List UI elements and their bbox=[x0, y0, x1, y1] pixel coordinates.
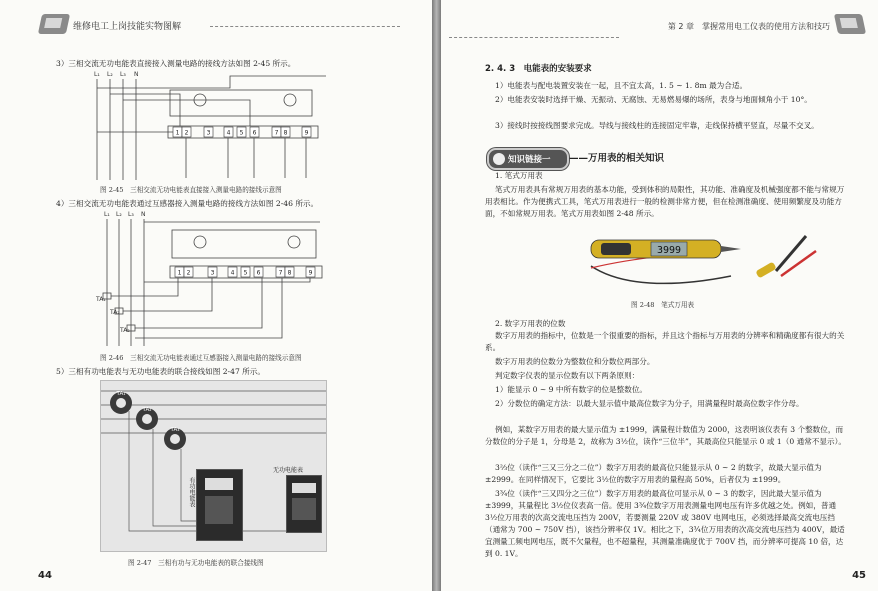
req-2: 2）电能表安装时选择干燥、无振动、无腐蚀、无易燃易爆的场所，表身与地面倾角小于 10°。 bbox=[495, 95, 812, 104]
svg-text:1: 1 bbox=[177, 269, 182, 277]
svg-text:3: 3 bbox=[206, 129, 211, 137]
svg-text:L₃: L₃ bbox=[128, 211, 134, 218]
pen-display: 3999 bbox=[656, 245, 682, 256]
svg-text:L₂: L₂ bbox=[116, 211, 122, 218]
figure-2-45-diagram bbox=[90, 68, 330, 182]
figure-2-46-caption: 图 2-46 三相交流无功电能表通过互感器接入测量电路的接线示意图 bbox=[100, 354, 302, 362]
right-page bbox=[441, 0, 878, 591]
svg-text:4: 4 bbox=[230, 269, 235, 277]
section-heading: 2. 4. 3 电能表的安装要求 bbox=[485, 64, 592, 74]
right-header-title: 第 2 章 掌握常用电工仪表的使用方法和技巧 bbox=[667, 22, 830, 31]
active-meter-label: 有功电能表 bbox=[188, 477, 195, 507]
ta3-photo-label: TA₃ bbox=[170, 427, 180, 433]
figure-2-47-caption: 图 2-47 三相有功与无功电能表的联合接线图 bbox=[128, 559, 264, 567]
wire-label-l2: L₂ bbox=[107, 71, 113, 78]
svg-text:8: 8 bbox=[283, 129, 288, 137]
svg-text:N: N bbox=[141, 211, 146, 218]
svg-text:2: 2 bbox=[184, 129, 189, 137]
book-gutter bbox=[432, 0, 441, 591]
reactive-meter-label: 无功电能表 bbox=[273, 467, 304, 474]
svg-text:8: 8 bbox=[287, 269, 292, 277]
wire-label-n: N bbox=[134, 71, 139, 78]
item-3-text: 3）三相交流无功电能表直接接入测量电路的接线方法如图 2-45 所示。 bbox=[56, 59, 296, 68]
subsection-2-p3: 判定数字仪表的显示位数有以下两条原则： bbox=[495, 371, 640, 380]
ta1-photo-label: TA₁ bbox=[116, 391, 126, 397]
subsection-2-p5: 2）分数位的确定方法：以最大显示值中最高位数字为分子，用满量程时最高位数字作分母。 bbox=[495, 399, 804, 408]
svg-text:9: 9 bbox=[304, 129, 309, 137]
active-energy-meter bbox=[196, 469, 243, 541]
svg-text:2: 2 bbox=[186, 269, 191, 277]
svg-text:6: 6 bbox=[252, 129, 257, 137]
svg-text:6: 6 bbox=[256, 269, 261, 277]
reactive-energy-meter bbox=[286, 475, 322, 533]
req-1: 1）电能表与配电装置安装在一起，且不宜太高，1. 5 ~ 1. 8m 最为合适。 bbox=[495, 81, 748, 90]
subsection-2-p1: 数字万用表的指标中，位数是一个很重要的指标，并且这个指标与万用表的分辨率和精确度都有很大的关系。 bbox=[485, 331, 845, 352]
svg-text:7: 7 bbox=[274, 129, 279, 137]
header-divider bbox=[210, 26, 400, 27]
subsection-2-p2: 数字万用表的位数分为整数位和分数位两部分。 bbox=[495, 357, 655, 366]
right-page-number: 45 bbox=[852, 570, 866, 581]
ta1-label: TA₁ bbox=[96, 296, 106, 303]
svg-text:5: 5 bbox=[239, 129, 244, 137]
book-logo-icon bbox=[38, 14, 70, 34]
figure-2-48-caption: 图 2-48 笔式万用表 bbox=[631, 301, 695, 309]
ta3-label: TA₃ bbox=[120, 327, 130, 334]
subsection-1-title: 1. 笔式万用表 bbox=[495, 171, 543, 180]
wire-label-l1: L₁ bbox=[94, 71, 100, 78]
subsection-2-p7: 3⅔位（读作“三又三分之二位”）数字万用表的最高位只能显示从 0 ~ 2 的数字，故最大显示值为 ±2999。在同样情况下，它要比 3½位的数字万用表的量程高 50%，后者仅为 ±1999。 bbox=[485, 463, 822, 484]
svg-text:1: 1 bbox=[175, 129, 180, 137]
knowledge-link-badge bbox=[487, 148, 569, 170]
left-page bbox=[0, 0, 432, 591]
svg-text:9: 9 bbox=[308, 269, 313, 277]
left-header bbox=[40, 14, 210, 36]
knowledge-link-title: ——万用表的相关知识 bbox=[569, 153, 665, 164]
ta2-label: TA₂ bbox=[110, 309, 120, 316]
left-header-title: 维修电工上岗技能实物图解 bbox=[73, 22, 182, 32]
subsection-2-p8: 3¾位（读作“三又四分之三位”）数字万用表的最高位可显示从 0 ~ 3 的数字，因此最大显示值为 ±3999，其量程比 3½位仪表高一倍。使用 3¾位数字万用表测量电网电压有许多优越之处。例如，普通 3½位万用表的次高交流电压挡为 200V，若要测量 220V 或 380V 电网电压，必须选择最高交流电压挡（通常为 700 ~ 750V 挡），该挡分辨率仅 1V。相比之下，3¾位万用表的次高交流电压挡为 400V，最适宜测量工频电网电压，既不欠量程，也不超量程，其测量准确度优于 700V 挡，而分辨率可提高 10 倍，达到 0. 1V。 bbox=[485, 489, 845, 558]
subsection-2-title: 2. 数字万用表的位数 bbox=[495, 319, 566, 328]
svg-text:L₁: L₁ bbox=[104, 211, 110, 218]
figure-2-47-photo bbox=[100, 380, 327, 552]
figure-2-45-caption: 图 2-45 三相交流无功电能表直接接入测量电路的接线示意图 bbox=[100, 186, 282, 194]
left-page-number: 44 bbox=[38, 570, 52, 581]
item-4-text: 4）三相交流无功电能表通过互感器接入测量电路的接线方法如图 2-46 所示。 bbox=[56, 199, 319, 208]
wire-label-l3: L₃ bbox=[120, 71, 126, 78]
knowledge-link-label: 知识链接一 bbox=[508, 155, 551, 165]
header-divider bbox=[449, 37, 619, 38]
svg-text:3: 3 bbox=[210, 269, 215, 277]
req-3: 3）接线时按接线图要求完成。导线与接线柱的连接固定牢靠，走线保持横平竖直，尽量不交叉。 bbox=[495, 121, 819, 130]
pen-multimeter-image bbox=[581, 226, 826, 294]
subsection-2-p6: 例如，某数字万用表的最大显示值为 ±1999，满量程计数值为 2000，这表明该仪表有 3 个整数位，而分数位的分子是 1，分母是 2，故称为 3½位，读作“三位半”，其最高位只能显示 0 或 1（0 通常不显示）。 bbox=[485, 425, 846, 446]
book-logo-icon bbox=[834, 14, 866, 34]
subsection-2-p4: 1）能显示 0 ~ 9 中所有数字的位是整数位。 bbox=[495, 385, 648, 394]
item-5-text: 5）三相有功电能表与无功电能表的联合接线如图 2-47 所示。 bbox=[56, 367, 265, 376]
subsection-1-body: 笔式万用表具有常规万用表的基本功能，受到体积的局限性，其功能、准确度及机械强度都不能与常规万用表相比。作为便携式工具，笔式万用表进行一般的检测非常方便，但在检测准确度、使用频繁度及功能方面，不如常规万用表。笔式万用表如图 2-48 所示。 bbox=[485, 185, 845, 218]
ta2-photo-label: TA₂ bbox=[142, 407, 152, 413]
knowledge-link-icon bbox=[493, 153, 505, 165]
svg-text:7: 7 bbox=[278, 269, 283, 277]
figure-2-46-diagram bbox=[92, 208, 332, 348]
svg-text:4: 4 bbox=[226, 129, 231, 137]
svg-text:5: 5 bbox=[243, 269, 248, 277]
